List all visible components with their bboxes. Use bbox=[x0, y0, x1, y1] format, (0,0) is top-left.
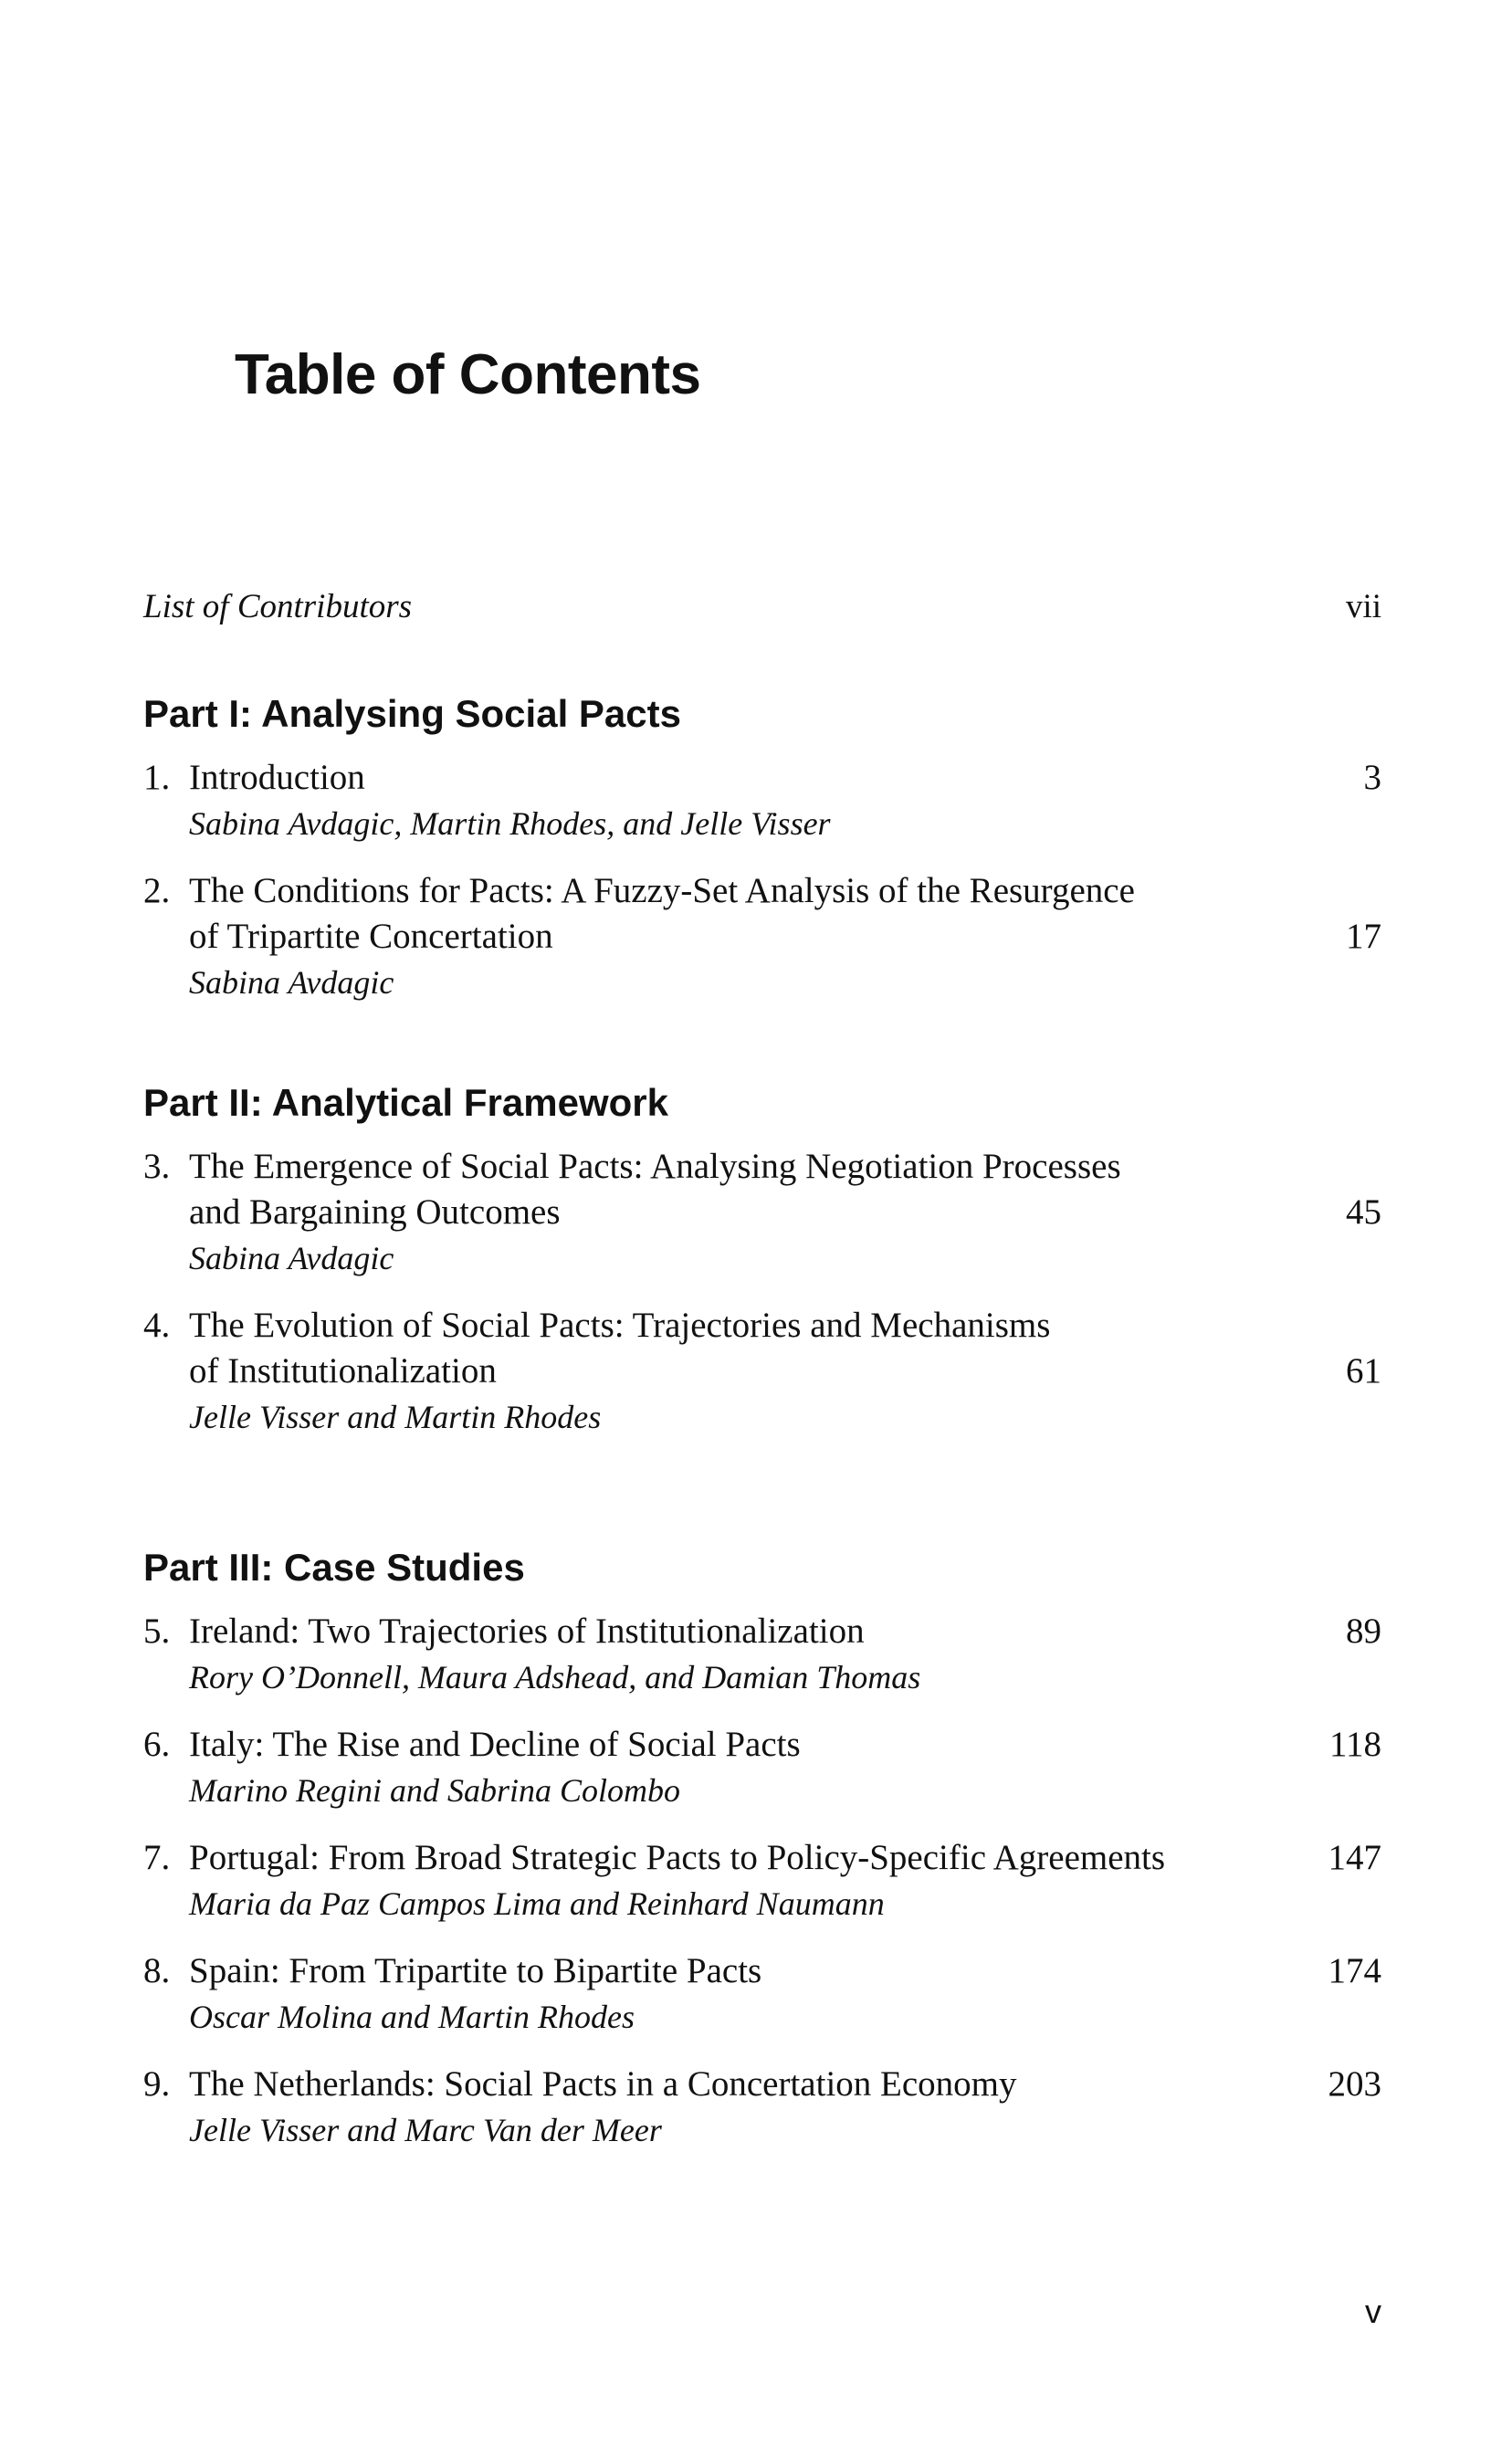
chapter-number: 8. bbox=[143, 1951, 171, 1990]
chapter-title: Introduction bbox=[189, 758, 365, 797]
part-1 bbox=[143, 691, 1381, 1005]
chapter-title-continued: of Tripartite Concertation bbox=[189, 917, 553, 956]
chapter-authors: Sabina Avdagic bbox=[189, 964, 394, 1001]
chapter-entry[interactable] bbox=[143, 1948, 1381, 2040]
chapter-entry[interactable] bbox=[143, 868, 1381, 1005]
chapter-entry[interactable] bbox=[143, 1144, 1381, 1281]
chapter-number: 5. bbox=[143, 1611, 171, 1651]
part-3 bbox=[143, 1545, 1381, 2153]
chapter-title: Italy: The Rise and Decline of Social Pacts bbox=[189, 1725, 801, 1764]
chapter-authors: Jelle Visser and Martin Rhodes bbox=[189, 1399, 602, 1435]
chapter-number: 2. bbox=[143, 871, 171, 910]
part-heading: Part I: Analysing Social Pacts bbox=[143, 692, 681, 735]
chapter-authors: Jelle Visser and Marc Van der Meer bbox=[189, 2112, 662, 2148]
chapter-authors: Rory O’Donnell, Maura Adshead, and Damian Thomas bbox=[189, 1659, 921, 1695]
chapter-page: 203 bbox=[1328, 2064, 1381, 2104]
chapter-authors: Sabina Avdagic bbox=[189, 1240, 394, 1276]
chapter-page: 17 bbox=[1346, 917, 1381, 956]
page-title: Table of Contents bbox=[235, 343, 701, 406]
chapter-page: 3 bbox=[1363, 758, 1381, 797]
chapter-title: Portugal: From Broad Strategic Pacts to Policy-Specific Agreements bbox=[189, 1838, 1166, 1877]
chapter-authors: Sabina Avdagic, Martin Rhodes, and Jelle Visser bbox=[189, 805, 831, 842]
chapter-number: 6. bbox=[143, 1725, 171, 1764]
chapter-number: 7. bbox=[143, 1838, 171, 1877]
part-heading: Part III: Case Studies bbox=[143, 1546, 525, 1589]
chapter-entry[interactable] bbox=[143, 755, 1381, 846]
chapter-page: 174 bbox=[1328, 1951, 1381, 1990]
chapter-authors: Oscar Molina and Martin Rhodes bbox=[189, 1999, 635, 2035]
chapter-number: 1. bbox=[143, 758, 171, 797]
chapter-number: 4. bbox=[143, 1306, 171, 1345]
part-heading: Part II: Analytical Framework bbox=[143, 1081, 668, 1124]
chapter-title: The Evolution of Social Pacts: Trajectories and Mechanisms bbox=[189, 1306, 1051, 1345]
chapter-title-continued: and Bargaining Outcomes bbox=[189, 1192, 561, 1232]
chapter-title: The Emergence of Social Pacts: Analysing Negotiation Processes bbox=[189, 1147, 1121, 1186]
chapter-authors: Maria da Paz Campos Lima and Reinhard Naumann bbox=[189, 1885, 885, 1922]
front-matter-entry[interactable] bbox=[143, 584, 1381, 630]
chapter-title: Ireland: Two Trajectories of Institutionalization bbox=[189, 1611, 865, 1651]
chapter-number: 9. bbox=[143, 2064, 171, 2104]
chapter-entry[interactable] bbox=[143, 1303, 1381, 1440]
chapter-entry[interactable] bbox=[143, 2062, 1381, 2153]
part-2 bbox=[143, 1080, 1381, 1440]
chapter-title: The Conditions for Pacts: A Fuzzy-Set Analysis of the Resurgence bbox=[189, 871, 1135, 910]
chapter-number: 3. bbox=[143, 1147, 171, 1186]
page-number: v bbox=[1365, 2293, 1381, 2330]
chapter-entry[interactable] bbox=[143, 1835, 1381, 1926]
chapter-page: 118 bbox=[1328, 1725, 1381, 1764]
chapter-page: 61 bbox=[1346, 1351, 1381, 1391]
table-of-contents bbox=[143, 584, 1381, 2175]
chapter-page: 147 bbox=[1328, 1838, 1381, 1877]
front-matter-page: vii bbox=[1345, 588, 1381, 625]
chapter-title: The Netherlands: Social Pacts in a Concertation Economy bbox=[189, 2064, 1017, 2104]
chapter-page: 45 bbox=[1346, 1192, 1381, 1232]
chapter-title: Spain: From Tripartite to Bipartite Pacts bbox=[189, 1951, 762, 1990]
chapter-page: 89 bbox=[1346, 1611, 1381, 1651]
chapter-entry[interactable] bbox=[143, 1722, 1381, 1813]
front-matter-label: List of Contributors bbox=[143, 588, 413, 625]
chapter-entry[interactable] bbox=[143, 1609, 1381, 1700]
chapter-authors: Marino Regini and Sabrina Colombo bbox=[189, 1772, 680, 1809]
chapter-title-continued: of Institutionalization bbox=[189, 1351, 497, 1391]
